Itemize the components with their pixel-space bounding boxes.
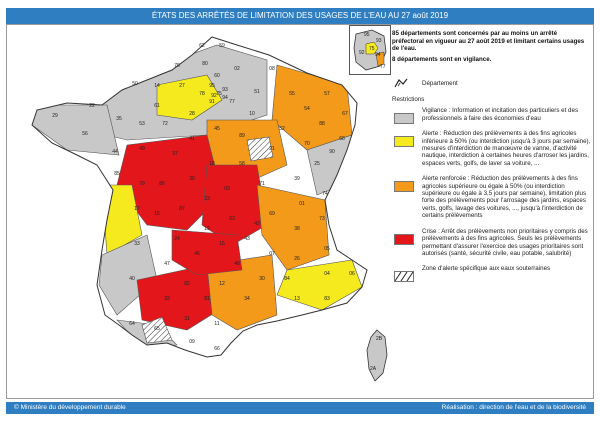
dept-label-28: 28 bbox=[189, 111, 195, 117]
dept-label-40: 40 bbox=[129, 276, 135, 282]
dept-label-57: 57 bbox=[324, 91, 330, 97]
dept-label-30: 30 bbox=[259, 276, 265, 282]
dept-label-2B: 2B bbox=[375, 336, 383, 342]
dept-label-22: 22 bbox=[89, 103, 95, 109]
dept-label-32: 32 bbox=[164, 296, 170, 302]
dept-label-66: 66 bbox=[214, 346, 220, 352]
dept-label-72: 72 bbox=[162, 121, 168, 127]
dept-label-50: 50 bbox=[132, 81, 138, 87]
dept-label-21: 21 bbox=[269, 146, 275, 152]
dept-label-52: 52 bbox=[279, 126, 285, 132]
dept-label-82: 82 bbox=[184, 281, 190, 287]
map-region-14 bbox=[172, 230, 242, 275]
dept-label-06: 06 bbox=[349, 271, 355, 277]
dept-label-75: 75 bbox=[216, 91, 222, 97]
dept-label-56: 56 bbox=[82, 131, 88, 137]
crise-swatch bbox=[394, 234, 414, 245]
dept-label-10: 10 bbox=[249, 111, 255, 117]
dept-label-05: 05 bbox=[324, 246, 330, 252]
restrictions-title: Restrictions bbox=[392, 96, 425, 103]
dept-label-95: 95 bbox=[209, 83, 215, 89]
alerte-swatch bbox=[394, 136, 414, 147]
footer-credit: © Ministère du développement durable bbox=[14, 404, 126, 411]
summary-text bbox=[392, 30, 588, 66]
dept-label-73: 73 bbox=[319, 216, 325, 222]
inset-label-75: 75 bbox=[369, 46, 375, 52]
legend-groundwater bbox=[392, 265, 592, 272]
legend-vigilance bbox=[392, 107, 592, 122]
dept-label-81: 81 bbox=[204, 296, 210, 302]
dept-label-17: 17 bbox=[134, 206, 140, 212]
dept-label-69: 69 bbox=[269, 211, 275, 217]
dept-label-25: 25 bbox=[314, 161, 320, 167]
legend-crise bbox=[392, 228, 592, 258]
dept-label-86: 86 bbox=[159, 181, 165, 187]
alerte-renforcee-swatch bbox=[394, 181, 414, 192]
legend-groundwater-label: Zone d'alerte spécifique aux eaux souterraines bbox=[422, 265, 551, 273]
dept-label-37: 37 bbox=[172, 151, 178, 157]
dept-label-63: 63 bbox=[229, 216, 235, 222]
dept-label-59: 59 bbox=[219, 43, 225, 49]
dept-label-18: 18 bbox=[209, 161, 215, 167]
dept-label-49: 49 bbox=[139, 146, 145, 152]
summary-line-2: 8 départements sont en vigilance. bbox=[392, 55, 492, 63]
footer bbox=[6, 402, 594, 414]
legend-alerte-renforcee-label: Alerte renforcée : Réduction des prélèvements à des fins agricoles supérieure ou égale à 50% (ou interdiction supérieure ou égale à 3,5 jours par semaine), limitation plus forte des prélèvements pour l'arrosage des jardins, espaces verts, golfs, lavage des voitures, ..., jusqu'à l'interdiction de certains prélèvements bbox=[422, 175, 587, 220]
dept-label-36: 36 bbox=[189, 176, 195, 182]
legend-department-label: Département bbox=[422, 80, 458, 87]
dept-label-43: 43 bbox=[244, 236, 250, 242]
dept-label-87: 87 bbox=[179, 206, 185, 212]
dept-label-33: 33 bbox=[134, 241, 140, 247]
dept-label-29: 29 bbox=[52, 113, 58, 119]
dept-label-27: 27 bbox=[179, 83, 185, 89]
dept-label-91: 91 bbox=[209, 99, 215, 105]
vigilance-swatch bbox=[394, 113, 414, 124]
dept-label-94: 94 bbox=[222, 95, 228, 101]
map-regions bbox=[27, 45, 362, 347]
ile-de-france-inset bbox=[349, 25, 391, 75]
legend-alerte-label: Alerte : Réduction des prélèvements à des fins agricoles inférieure à 50% (ou interdiction jusqu'à 3 jours par semaine), mesures d'interdiction de manœuvre de vanne, d'activité nautique, interdiction à certaines heures d'arroser les jardins, espaces verts, golfs, de laver sa voiture, ... bbox=[422, 130, 591, 167]
inset-label-92: 92 bbox=[359, 50, 365, 56]
legend-alerte bbox=[392, 130, 592, 167]
dept-label-42: 42 bbox=[254, 221, 260, 227]
dept-label-07: 07 bbox=[269, 251, 275, 257]
summary-line-1: 85 départements sont concernés par au moins un arrêté préfectoral en vigueur au 27 août 2019 et limitant certains usages de l'eau. bbox=[392, 30, 585, 53]
department-outline-icon bbox=[394, 78, 410, 88]
dept-label-26: 26 bbox=[294, 256, 300, 262]
dept-label-53: 53 bbox=[139, 121, 145, 127]
dept-label-48: 48 bbox=[234, 261, 240, 267]
dept-label-65: 65 bbox=[154, 326, 160, 332]
dept-label-09: 09 bbox=[189, 339, 195, 345]
dept-label-88: 88 bbox=[319, 121, 325, 127]
dept-label-46: 46 bbox=[194, 251, 200, 257]
dept-label-44: 44 bbox=[112, 149, 118, 155]
dept-label-55: 55 bbox=[289, 91, 295, 97]
dept-label-39: 39 bbox=[294, 176, 300, 182]
dept-label-62: 62 bbox=[199, 43, 205, 49]
hatch-swatch bbox=[394, 271, 414, 282]
dept-label-01: 01 bbox=[299, 201, 305, 207]
dept-label-68: 68 bbox=[339, 136, 345, 142]
dept-label-15: 15 bbox=[219, 241, 225, 247]
dept-label-16: 16 bbox=[154, 211, 160, 217]
map-title: ÉTATS DES ARRÊTÉS DE LIMITATION DES USAGES DE L'EAU AU 27 août 2019 bbox=[6, 8, 594, 24]
dept-label-41: 41 bbox=[189, 136, 195, 142]
dept-label-90: 90 bbox=[329, 149, 335, 155]
dept-label-13: 13 bbox=[294, 296, 300, 302]
map-region-1 bbox=[27, 105, 119, 155]
dept-label-60: 60 bbox=[214, 73, 220, 79]
dept-label-64: 64 bbox=[129, 321, 135, 327]
dept-label-84: 84 bbox=[284, 276, 290, 282]
dept-label-45: 45 bbox=[214, 126, 220, 132]
dept-label-02: 02 bbox=[234, 66, 240, 72]
legend-department bbox=[392, 78, 592, 90]
dept-label-80: 80 bbox=[202, 61, 208, 67]
legend-alerte-renforcee bbox=[392, 175, 592, 219]
dept-label-31: 31 bbox=[184, 316, 190, 322]
dept-label-71: 71 bbox=[259, 181, 265, 187]
dept-label-77: 77 bbox=[229, 99, 235, 105]
legend-vigilance-label: Vigilance : Information et incitation des particuliers et des professionnels à faire des économies d'eau bbox=[422, 107, 579, 122]
dept-label-70: 70 bbox=[304, 141, 310, 147]
dept-label-92: 92 bbox=[211, 93, 217, 99]
inset-label-93: 93 bbox=[376, 38, 382, 44]
dept-label-11: 11 bbox=[214, 321, 220, 327]
dept-label-61: 61 bbox=[154, 103, 160, 109]
dept-label-54: 54 bbox=[304, 106, 310, 112]
dept-label-47: 47 bbox=[164, 261, 170, 267]
dept-label-89: 89 bbox=[239, 133, 245, 139]
dept-label-2A: 2A bbox=[369, 366, 377, 372]
dept-label-03: 03 bbox=[224, 186, 230, 192]
dept-label-23: 23 bbox=[204, 196, 210, 202]
dept-label-51: 51 bbox=[254, 89, 260, 95]
dept-label-14: 14 bbox=[154, 83, 160, 89]
dept-label-58: 58 bbox=[239, 161, 245, 167]
legend-crise-label: Crise : Arrêt des prélèvements non prioritaires y compris des prélèvements à des fins agricoles. Seuls les prélèvements permettant d'assurer l'exercice des usages prioritaires sont autorisés (santé, sécurité civile, eau potable, salubrité) bbox=[422, 227, 588, 257]
dept-label-34: 34 bbox=[244, 296, 250, 302]
dept-label-76: 76 bbox=[174, 63, 180, 69]
dept-label-04: 04 bbox=[324, 271, 330, 277]
france-map bbox=[7, 25, 391, 397]
dept-label-35: 35 bbox=[116, 116, 122, 122]
dept-label-67: 67 bbox=[342, 111, 348, 117]
dept-label-38: 38 bbox=[294, 226, 300, 232]
dept-label-83: 83 bbox=[324, 296, 330, 302]
dept-label-24: 24 bbox=[174, 236, 180, 242]
inset-label-95: 95 bbox=[364, 32, 370, 38]
inset-label-77: 77 bbox=[380, 64, 386, 70]
dept-label-19: 19 bbox=[204, 226, 210, 232]
footer-realisation: Réalisation : direction de l'eau et de la biodiversité bbox=[441, 404, 586, 411]
dept-label-74: 74 bbox=[322, 191, 328, 197]
dept-label-78: 78 bbox=[199, 91, 205, 97]
inset-label-94: 94 bbox=[375, 52, 381, 58]
dept-label-85: 85 bbox=[114, 171, 120, 177]
dept-label-93: 93 bbox=[222, 87, 228, 93]
legend bbox=[392, 78, 592, 281]
dept-label-79: 79 bbox=[139, 181, 145, 187]
dept-label-12: 12 bbox=[219, 281, 225, 287]
dept-label-08: 08 bbox=[269, 66, 275, 72]
